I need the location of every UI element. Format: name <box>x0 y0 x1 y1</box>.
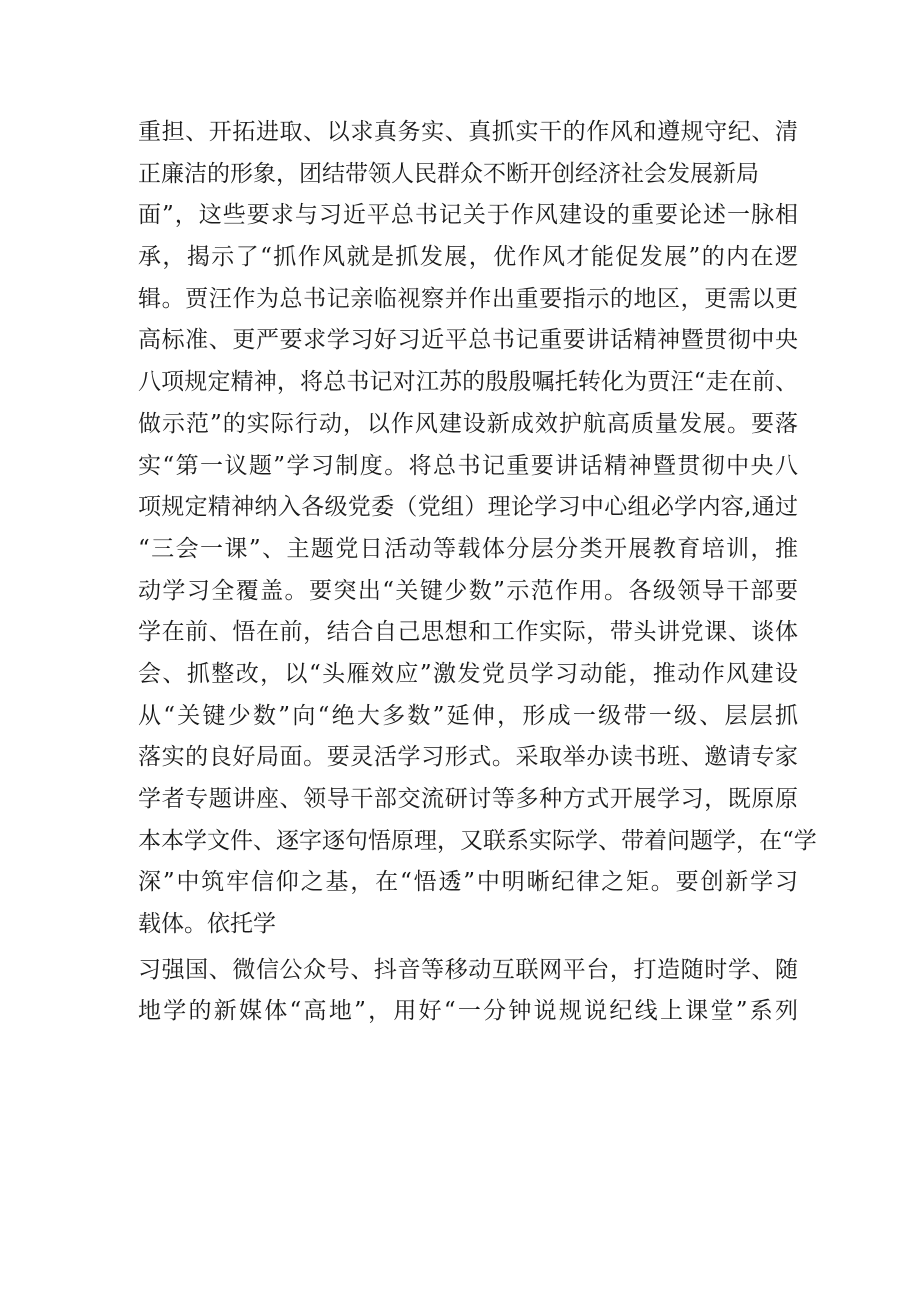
text-line: 会、抓整改，以“头雁效应”激发党员学习动能，推动作风建设 <box>138 660 798 687</box>
text-line: 载体。依托学 <box>138 911 276 938</box>
text-line: 地学的新媒体“高地”，用好“一分钟说规说纪线上课堂”系列 <box>138 998 798 1025</box>
text-line: 从“关键少数”向“绝大多数”延伸，形成一级带一级、层层抓 <box>138 702 798 729</box>
document-body <box>138 112 817 1033</box>
paragraph-2 <box>138 950 798 1033</box>
text-line: 深”中筑牢信仰之基，在“悟透”中明晰纪律之矩。要创新学习 <box>138 869 798 896</box>
paragraph-1 <box>138 112 817 946</box>
text-line: 正廉洁的形象，团结带领人民群众不断开创经济社会发展新局 <box>138 160 759 187</box>
text-line: 承，揭示了“抓作风就是抓发展，优作风才能促发展”的内在逻 <box>138 244 798 271</box>
text-line: 八项规定精神，将总书记对江苏的殷殷嘱托转化为贾汪“走在前、 <box>138 369 798 396</box>
text-line: 学在前、悟在前，结合自己思想和工作实际，带头讲党课、谈体 <box>138 619 798 646</box>
text-line: 重担、开拓进取、以求真务实、真抓实干的作风和遵规守纪、清 <box>138 119 798 145</box>
text-line: 高标准、更严要求学习好习近平总书记重要讲话精神暨贯彻中央 <box>138 327 798 354</box>
text-line: 动学习全覆盖。要突出“关键少数”示范作用。各级领导干部要 <box>138 577 798 604</box>
text-line: 学者专题讲座、领导干部交流研讨等多种方式开展学习，既原原 <box>138 786 798 812</box>
text-line: 面”，这些要求与习近平总书记关于作风建设的重要论述一脉相 <box>138 202 798 229</box>
text-line: 落实的良好局面。要灵活学习形式。采取举办读书班、邀请专家 <box>138 744 798 771</box>
text-line: “三会一课”、主题党日活动等载体分层分类开展教育培训，推 <box>138 535 798 562</box>
text-line: 本本学文件、逐字逐句悟原理，又联系实际学、带着问题学，在“学 <box>138 827 817 854</box>
text-line: 做示范”的实际行动，以作风建设新成效护航高质量发展。要落 <box>138 410 798 437</box>
text-line: 项规定精神纳入各级党委（党组）理论学习中心组必学内容,通过 <box>138 494 798 521</box>
text-line: 实“第一议题”学习制度。将总书记重要讲话精神暨贯彻中央八 <box>138 452 798 479</box>
text-line: 辑。贾汪作为总书记亲临视察并作出重要指示的地区，更需以更 <box>138 285 798 312</box>
text-line: 习强国、微信公众号、抖音等移动互联网平台，打造随时学、随 <box>138 956 798 983</box>
